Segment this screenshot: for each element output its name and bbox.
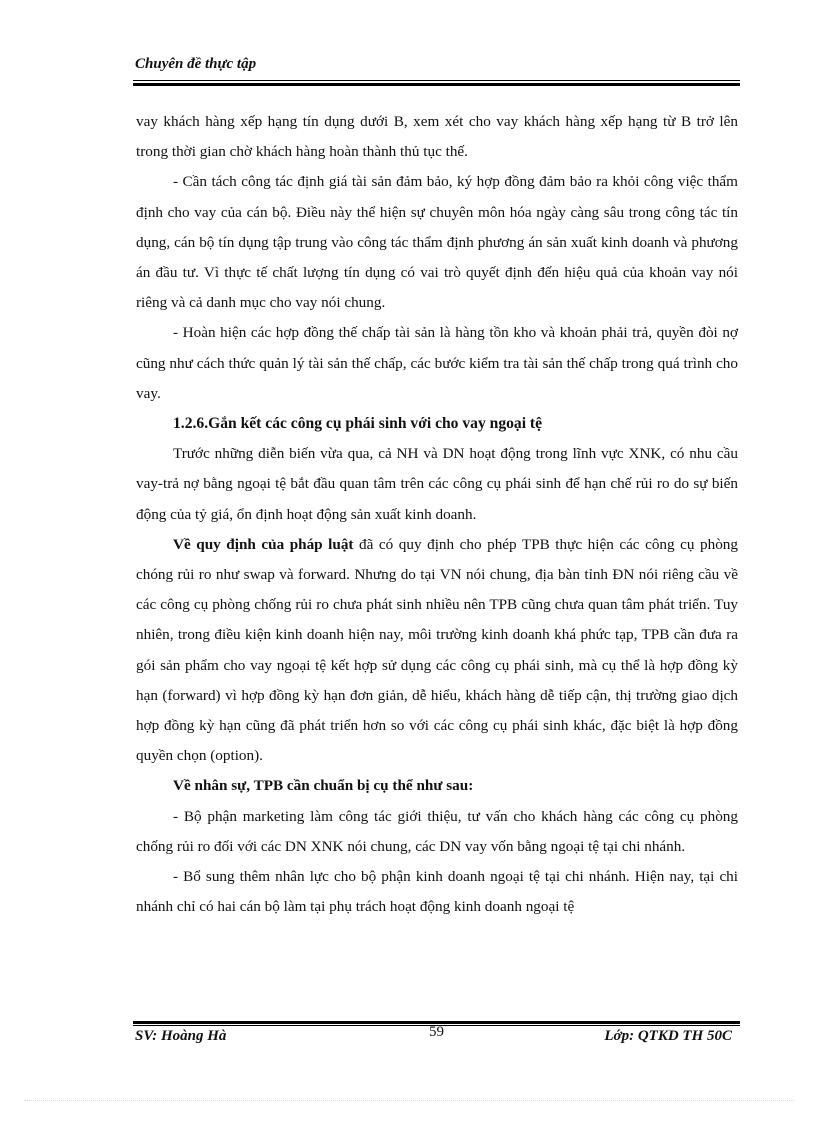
paragraph	[136, 530, 738, 772]
running-header-title: Chuyên đề thực tập	[135, 56, 257, 72]
header-rule-thin	[133, 80, 740, 81]
footer-page-number: 59	[429, 1024, 444, 1040]
footer-student: SV: Hoàng Hà	[135, 1028, 227, 1044]
paragraph: - Cần tách công tác định giá tài sản đảm bảo, ký hợp đồng đảm bảo ra khỏi công việc thẩm định cho vay của cán bộ. Điều này thể hiện sự chuyên môn hóa ngày càng sâu trong công tác tín dụng, cán bộ tín dụng tập trung vào công tác thẩm định phương án sản xuất kinh doanh và phương án đầu tư. Vì thực tế chất lượng tín dụng có vai trò quyết định đến hiệu quả của khoản vay nói riêng và cả danh mục cho vay nói chung.	[136, 173, 738, 312]
bold-paragraph: Về nhân sự, TPB cần chuẩn bị cụ thể như sau:	[173, 777, 474, 795]
paragraph-lead: Về quy định của pháp luật	[173, 535, 354, 553]
paragraph: - Bổ sung thêm nhân lực cho bộ phận kinh doanh ngoại tệ tại chi nhánh. Hiện nay, tại chi nhánh chỉ có hai cán bộ làm tại phụ trách hoạt động kinh doanh ngoại tệ	[136, 868, 738, 916]
paragraph: - Hoàn hiện các hợp đồng thế chấp tài sản là hàng tồn kho và khoản phải trả, quyền đòi nợ cũng như cách thức quản lý tài sản thế chấp, các bước kiểm tra tài sản thế chấp trong quá trình cho vay.	[136, 324, 738, 402]
paragraph-rest: đã có quy định cho phép TPB thực hiện các công cụ phòng chóng rủi ro như swap và forward. Nhưng do tại VN nói chung, địa bàn tỉnh ĐN nói riêng cầu về các công cụ phòng chống rủi ro chưa phát sinh nhiều nên TPB cũng chưa quan tâm phát triển. Tuy nhiên, trong điều kiện kinh doanh hiện nay, môi trường kinh doanh khá phức tạp, TPB cần đưa ra gói sản phẩm cho vay ngoại tệ kết hợp sử dụng các công cụ phái sinh, mà cụ thể là hợp đồng kỳ hạn (forward) vì hợp đồng kỳ hạn đơn giản, dễ hiểu, khách hàng dễ tiếp cận, thị trường giao dịch hợp đồng kỳ hạn cũng đã phát triển hơn so với các công cụ phái sinh khác, đặc biệt là hợp đồng quyền chọn (option).	[136, 535, 738, 765]
footer-class: Lớp: QTKD TH 50C	[604, 1028, 732, 1044]
paragraph: - Bộ phận marketing làm công tác giới thiệu, tư vấn cho khách hàng các công cụ phòng chống rủi ro đối với các DN XNK nói chung, các DN vay vốn bằng ngoại tệ tại chi nhánh.	[136, 807, 738, 855]
page-edge-dots	[24, 1100, 794, 1101]
paragraph: Trước những diễn biến vừa qua, cả NH và DN hoạt động trong lĩnh vực XNK, có nhu cầu vay-trả nợ bằng ngoại tệ bắt đầu quan tâm trên các công cụ phái sinh để hạn chế rủi ro do sự biến động của tỷ giá, ổn định hoạt động sản xuất kinh doanh.	[136, 445, 738, 523]
header-rule-thick	[133, 83, 740, 86]
section-heading: 1.2.6.Gắn kết các công cụ phái sinh với cho vay ngoại tệ	[173, 415, 543, 433]
paragraph: vay khách hàng xếp hạng tín dụng dưới B, xem xét cho vay khách hàng xếp hạng từ B trở lên trong thời gian chờ khách hàng hoàn thành thủ tục thế.	[136, 113, 738, 161]
body-text	[136, 107, 738, 922]
